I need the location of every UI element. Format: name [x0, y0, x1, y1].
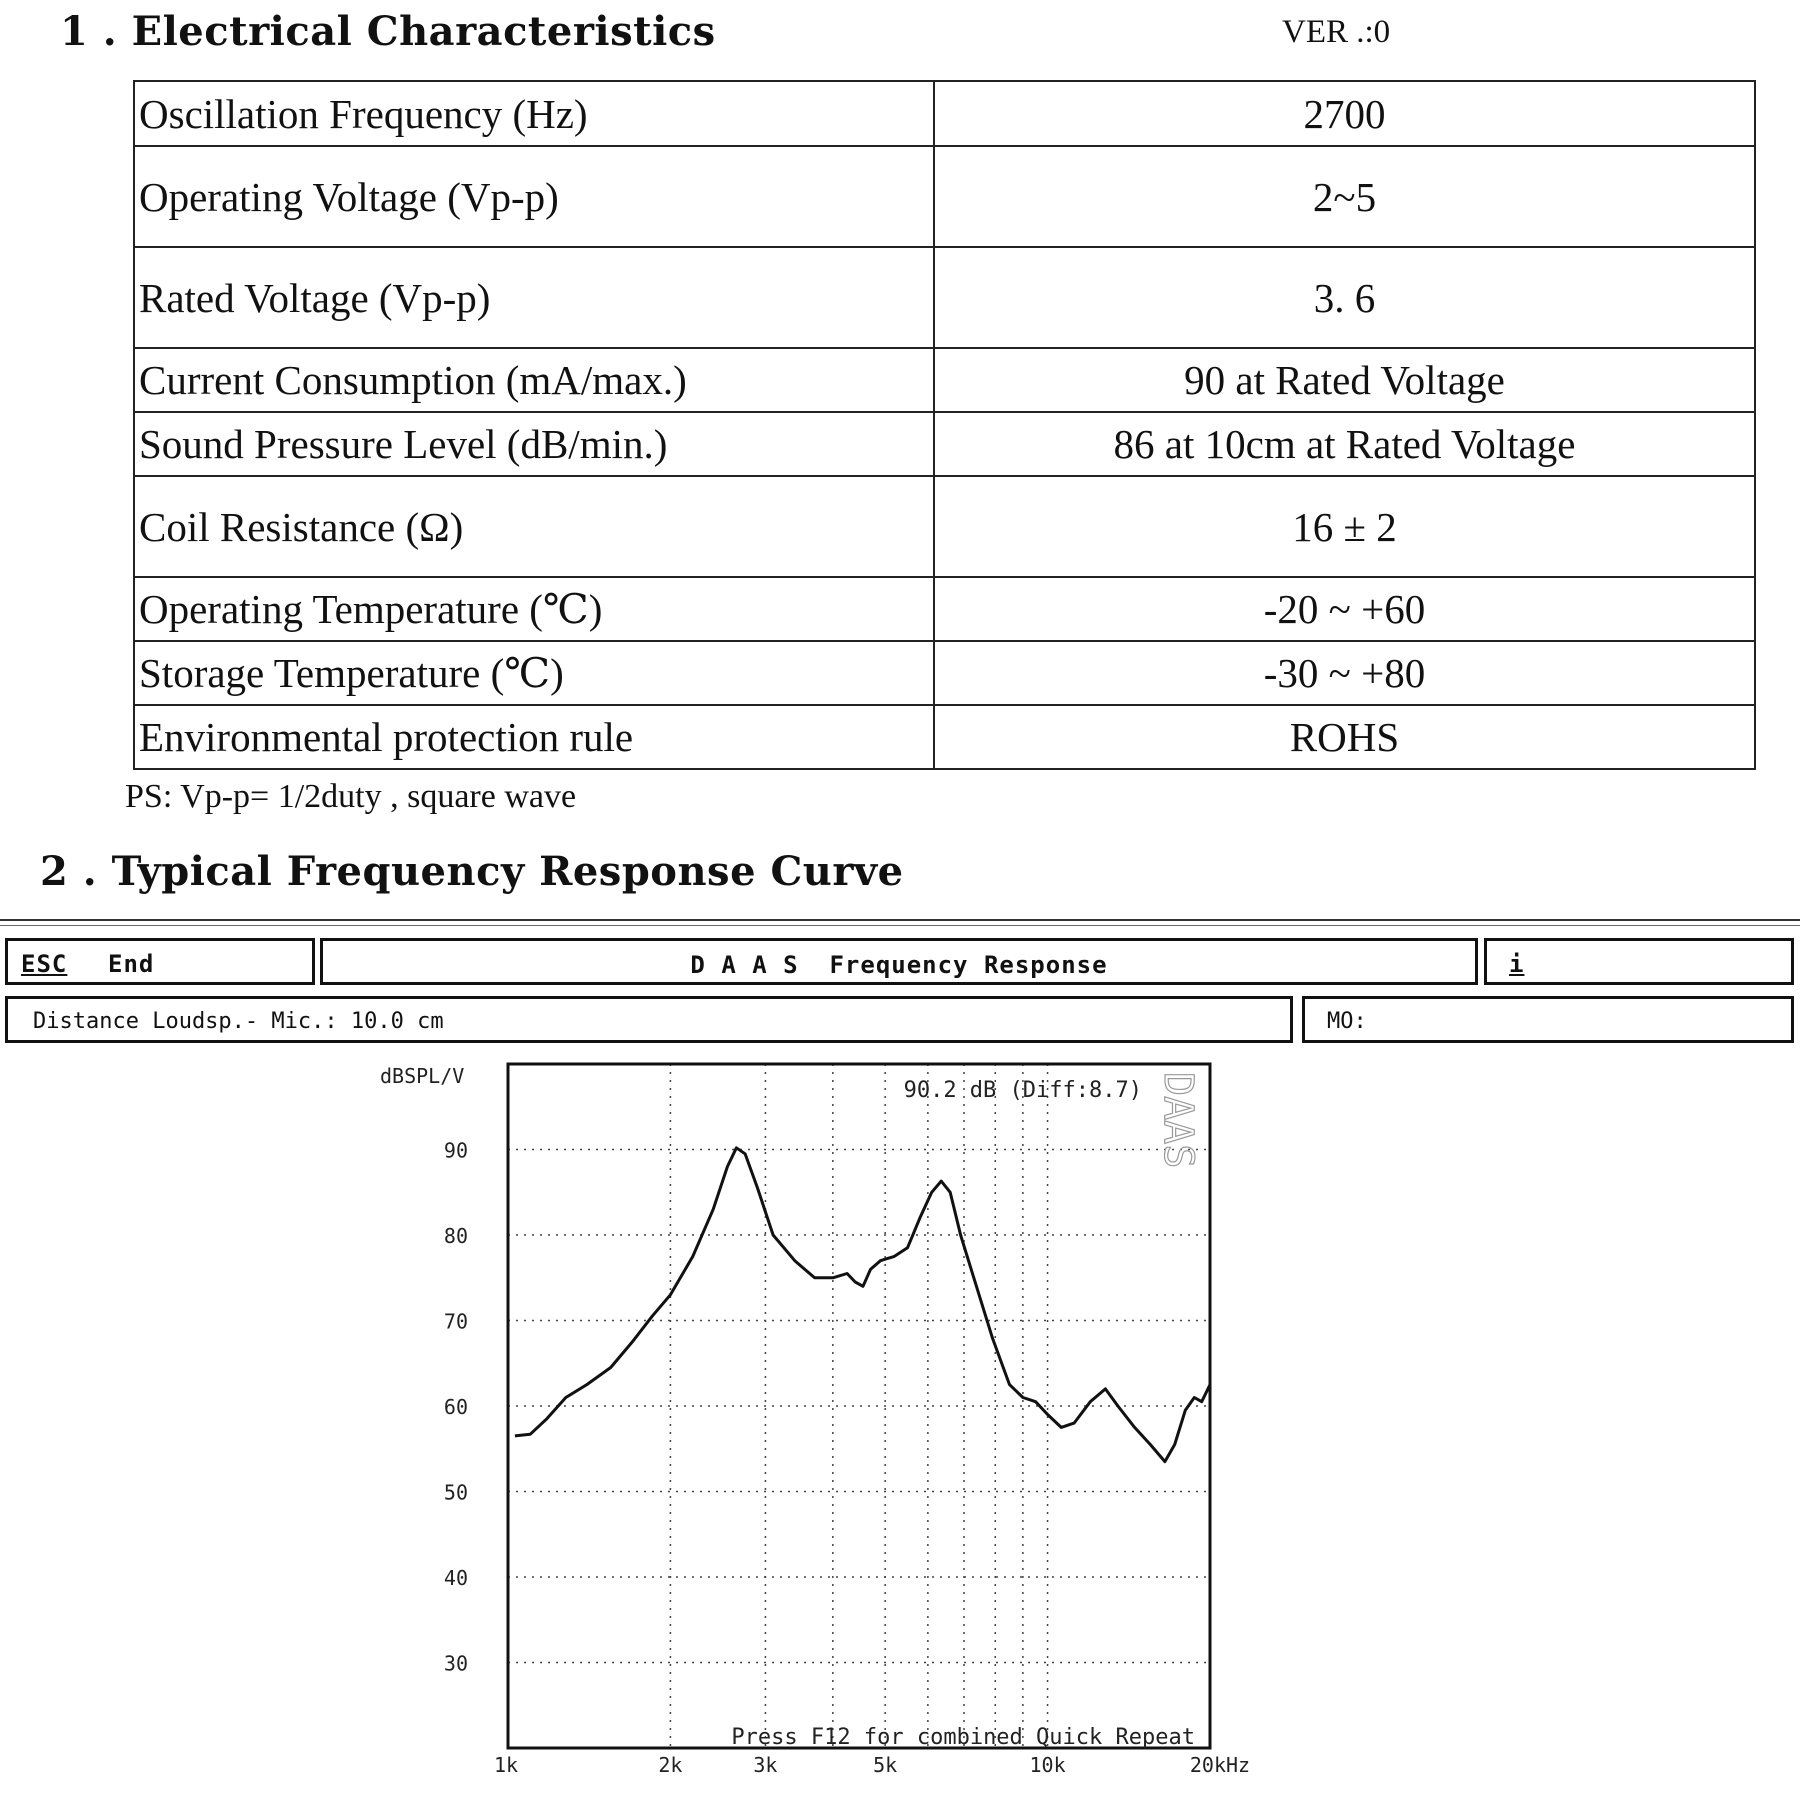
x-tick-label: 5k	[873, 1753, 898, 1777]
param-cell: Operating Temperature (℃)	[134, 577, 934, 641]
param-cell: Coil Resistance (Ω)	[134, 476, 934, 577]
value-cell: 16 ± 2	[934, 476, 1755, 577]
param-cell: Sound Pressure Level (dB/min.)	[134, 412, 934, 476]
version-label: VER .:0	[1282, 14, 1391, 50]
x-tick-label: 20kHz	[1189, 1753, 1251, 1777]
value-cell: -30 ~ +80	[934, 641, 1755, 705]
param-cell: Storage Temperature (℃)	[134, 641, 934, 705]
section-2-title: 2 . Typical Frequency Response Curve	[40, 848, 904, 895]
response-curve	[515, 1148, 1210, 1462]
mo-label: MO:	[1327, 1009, 1367, 1034]
y-tick-label: 80	[443, 1224, 468, 1248]
x-tick-label: 3k	[753, 1753, 778, 1777]
daas-title: D A A S Frequency Response	[690, 951, 1108, 979]
esc-key-label: ESC	[21, 950, 68, 978]
section-1-title: 1 . Electrical Characteristics	[60, 8, 716, 55]
y-tick-label: 60	[443, 1395, 468, 1419]
x-axis	[494, 1753, 1250, 1777]
y-axis-label: dBSPL/V	[380, 1064, 465, 1088]
param-cell: Environmental protection rule	[134, 705, 934, 769]
y-tick-label: 40	[443, 1566, 468, 1590]
x-tick-label: 10k	[1029, 1753, 1066, 1777]
distance-label: Distance Loudsp.- Mic.: 10.0 cm	[33, 1009, 444, 1034]
value-cell: 2~5	[934, 146, 1755, 247]
x-tick-label: 2k	[658, 1753, 683, 1777]
value-cell: -20 ~ +60	[934, 577, 1755, 641]
info-label: i	[1509, 950, 1525, 978]
value-cell: 90 at Rated Voltage	[934, 348, 1755, 412]
ps-note: PS: Vp-p= 1/2duty , square wave	[125, 778, 577, 815]
grid	[508, 1064, 1210, 1748]
value-cell: 86 at 10cm at Rated Voltage	[934, 412, 1755, 476]
daas-watermark: DAAS	[1155, 1072, 1201, 1169]
y-tick-label: 90	[443, 1138, 468, 1163]
param-cell: Rated Voltage (Vp-p)	[134, 247, 934, 348]
value-cell: 2700	[934, 81, 1755, 146]
value-cell: ROHS	[934, 705, 1755, 769]
value-cell: 3. 6	[934, 247, 1755, 348]
y-tick-label: 30	[443, 1651, 468, 1676]
chart-footer: Press F12 for combined Quick Repeat	[731, 1725, 1195, 1750]
x-tick-label: 1k	[494, 1753, 519, 1777]
y-tick-label: 70	[443, 1309, 468, 1334]
y-axis	[444, 1139, 468, 1676]
param-cell: Current Consumption (mA/max.)	[134, 348, 934, 412]
y-tick-label: 50	[443, 1480, 468, 1505]
end-label: End	[108, 950, 155, 978]
param-cell: Oscillation Frequency (Hz)	[134, 81, 934, 146]
peak-annotation: 90.2 dB (Diff:8.7)	[903, 1078, 1142, 1103]
param-cell: Operating Voltage (Vp-p)	[134, 146, 934, 247]
